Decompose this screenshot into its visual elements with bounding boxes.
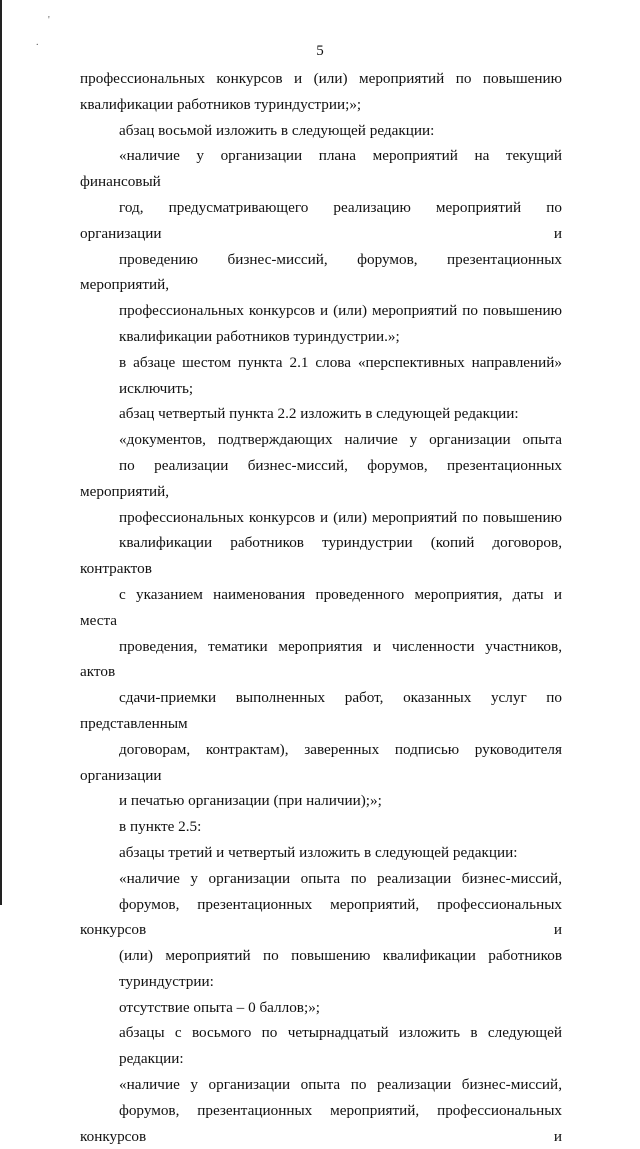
paragraph-11 <box>80 1020 562 1072</box>
text-line: проведения, тематики мероприятия и численности участников, актов <box>80 637 562 681</box>
text-line: в пункте 2.5: <box>119 818 202 836</box>
paragraph-12 <box>80 1072 562 1149</box>
text-line: профессиональных конкурсов и (или) мероприятий по повышению <box>119 508 562 526</box>
scan-margin-line <box>0 0 2 905</box>
text-line: по реализации бизнес-миссий, форумов, презентационных мероприятий, <box>80 456 562 500</box>
text-line: форумов, презентационных мероприятий, профессиональных конкурсов и <box>80 895 562 939</box>
paragraph-4 <box>80 350 562 402</box>
text-line: квалификации работников туриндустрии (копий договоров, контрактов <box>80 534 562 578</box>
page-number: 5 <box>316 43 324 59</box>
paragraph-3 <box>80 143 562 349</box>
text-line: форумов, презентационных мероприятий, профессиональных конкурсов и <box>80 1101 562 1145</box>
text-line: отсутствие опыта – 0 баллов;»; <box>119 998 321 1016</box>
paragraph-6 <box>80 427 562 814</box>
text-line: «документов, подтверждающих наличие у организации опыта <box>119 431 562 449</box>
text-line: сдачи-приемки выполненных работ, оказанных услуг по представленным <box>80 689 562 732</box>
text-line: профессиональных конкурсов и (или) мероприятий по повышению <box>119 302 562 320</box>
text-line: «наличие у организации плана мероприятий на текущий финансовый <box>80 147 562 191</box>
text-line: абзацы третий и четвертый изложить в следующей редакции: <box>119 843 518 861</box>
text-line: проведению бизнес-миссий, форумов, презентационных мероприятий, <box>80 250 562 294</box>
text-line: в абзаце шестом пункта 2.1 слова «перспективных направлений» <box>119 353 562 371</box>
document-body <box>80 66 562 1149</box>
text-line: профессиональных конкурсов и (или) мероприятий по повышению <box>80 70 562 87</box>
scan-speck: ' <box>48 15 50 26</box>
text-line: с указанием наименования проведенного мероприятия, даты и места <box>80 585 562 629</box>
text-line: абзац восьмой изложить в следующей редакции: <box>119 121 435 139</box>
text-line: «наличие у организации опыта по реализации бизнес-миссий, <box>119 869 562 887</box>
paragraph-2 <box>80 118 562 144</box>
paragraph-9 <box>80 866 562 995</box>
text-line: квалификации работников туриндустрии;»; <box>80 95 362 113</box>
text-line: исключить; <box>119 379 194 397</box>
text-line: «наличие у организации опыта по реализации бизнес-миссий, <box>119 1076 562 1094</box>
text-line: договорам, контрактам), заверенных подписью руководителя организации <box>80 740 562 784</box>
scan-speck: . <box>36 37 39 48</box>
text-line: абзацы с восьмого по четырнадцатый изложить в следующей <box>119 1024 562 1042</box>
text-line: (или) мероприятий по повышению квалификации работников <box>119 947 562 965</box>
text-line: абзац четвертый пункта 2.2 изложить в следующей редакции: <box>119 405 519 423</box>
text-line: редакции: <box>119 1050 184 1068</box>
paragraph-5 <box>80 401 562 427</box>
paragraph-8 <box>80 840 562 866</box>
text-line: туриндустрии: <box>119 972 214 990</box>
text-line: и печатью организации (при наличии);»; <box>119 792 382 810</box>
paragraph-7 <box>80 814 562 840</box>
text-line: квалификации работников туриндустрии.»; <box>119 327 400 345</box>
paragraph-1 <box>80 66 562 118</box>
paragraph-10 <box>80 995 562 1021</box>
text-line: год, предусматривающего реализацию мероприятий по организации и <box>80 198 562 242</box>
